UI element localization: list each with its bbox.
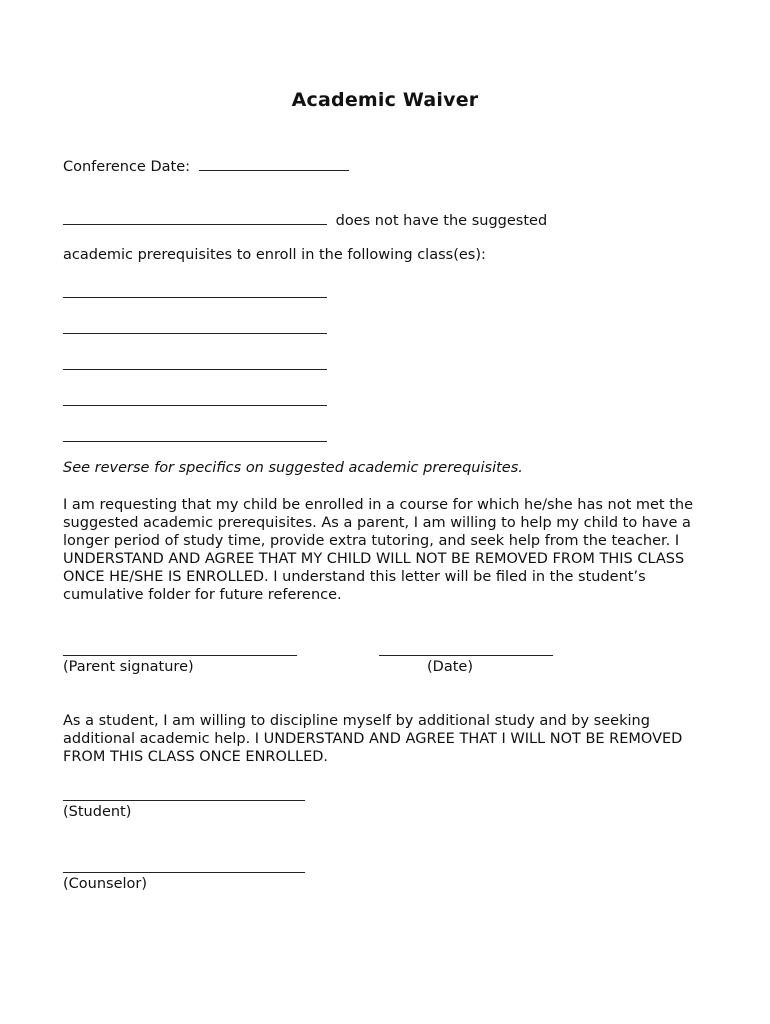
student-paragraph: As a student, I am willing to discipline myself by additional study and by seeking additional academic help. I UNDERSTAND AND AGREE THAT I WILL NOT BE REMOVED FROM THIS CLASS ONCE ENROLLED.: [63, 713, 683, 765]
student-label: (Student): [63, 804, 132, 820]
class-field-3[interactable]: [63, 369, 327, 370]
conference-date-label: Conference Date:: [63, 159, 191, 175]
counselor-signature-field[interactable]: [63, 872, 305, 873]
class-field-4[interactable]: [63, 405, 327, 406]
prereq-line: academic prerequisites to enroll in the following class(es):: [63, 247, 486, 263]
student-name-field[interactable]: [63, 210, 327, 225]
parent-signature-label: (Parent signature): [63, 659, 194, 675]
parent-signature-field[interactable]: [63, 655, 297, 656]
date-field[interactable]: [379, 655, 553, 656]
student-line-suffix: does not have the suggested: [335, 213, 548, 229]
conference-date-row: [63, 156, 349, 176]
reverse-note: See reverse for specifics on suggested academic prerequisites.: [63, 460, 523, 476]
class-field-1[interactable]: [63, 297, 327, 298]
class-field-2[interactable]: [63, 333, 327, 334]
class-field-5[interactable]: [63, 441, 327, 442]
conference-date-field[interactable]: [199, 156, 349, 171]
date-label: (Date): [427, 659, 473, 675]
page-title: Academic Waiver: [291, 89, 479, 111]
parent-paragraph: I am requesting that my child be enrolled in a course for which he/she has not met the suggested academic prerequisites. As a parent, I am willing to help my child to have a longer period of study time, provide extra tutoring, and seek help from the teacher. I UNDERSTAND AND AGREE THAT MY CHILD WILL NOT BE REMOVED FROM THIS CLASS ONCE HE/SHE IS ENROLLED. I understand this letter will be filed in the student’s cumulative folder for future reference.: [63, 497, 694, 603]
counselor-label: (Counselor): [63, 876, 148, 892]
student-name-row: [63, 210, 547, 230]
student-signature-field[interactable]: [63, 800, 305, 801]
